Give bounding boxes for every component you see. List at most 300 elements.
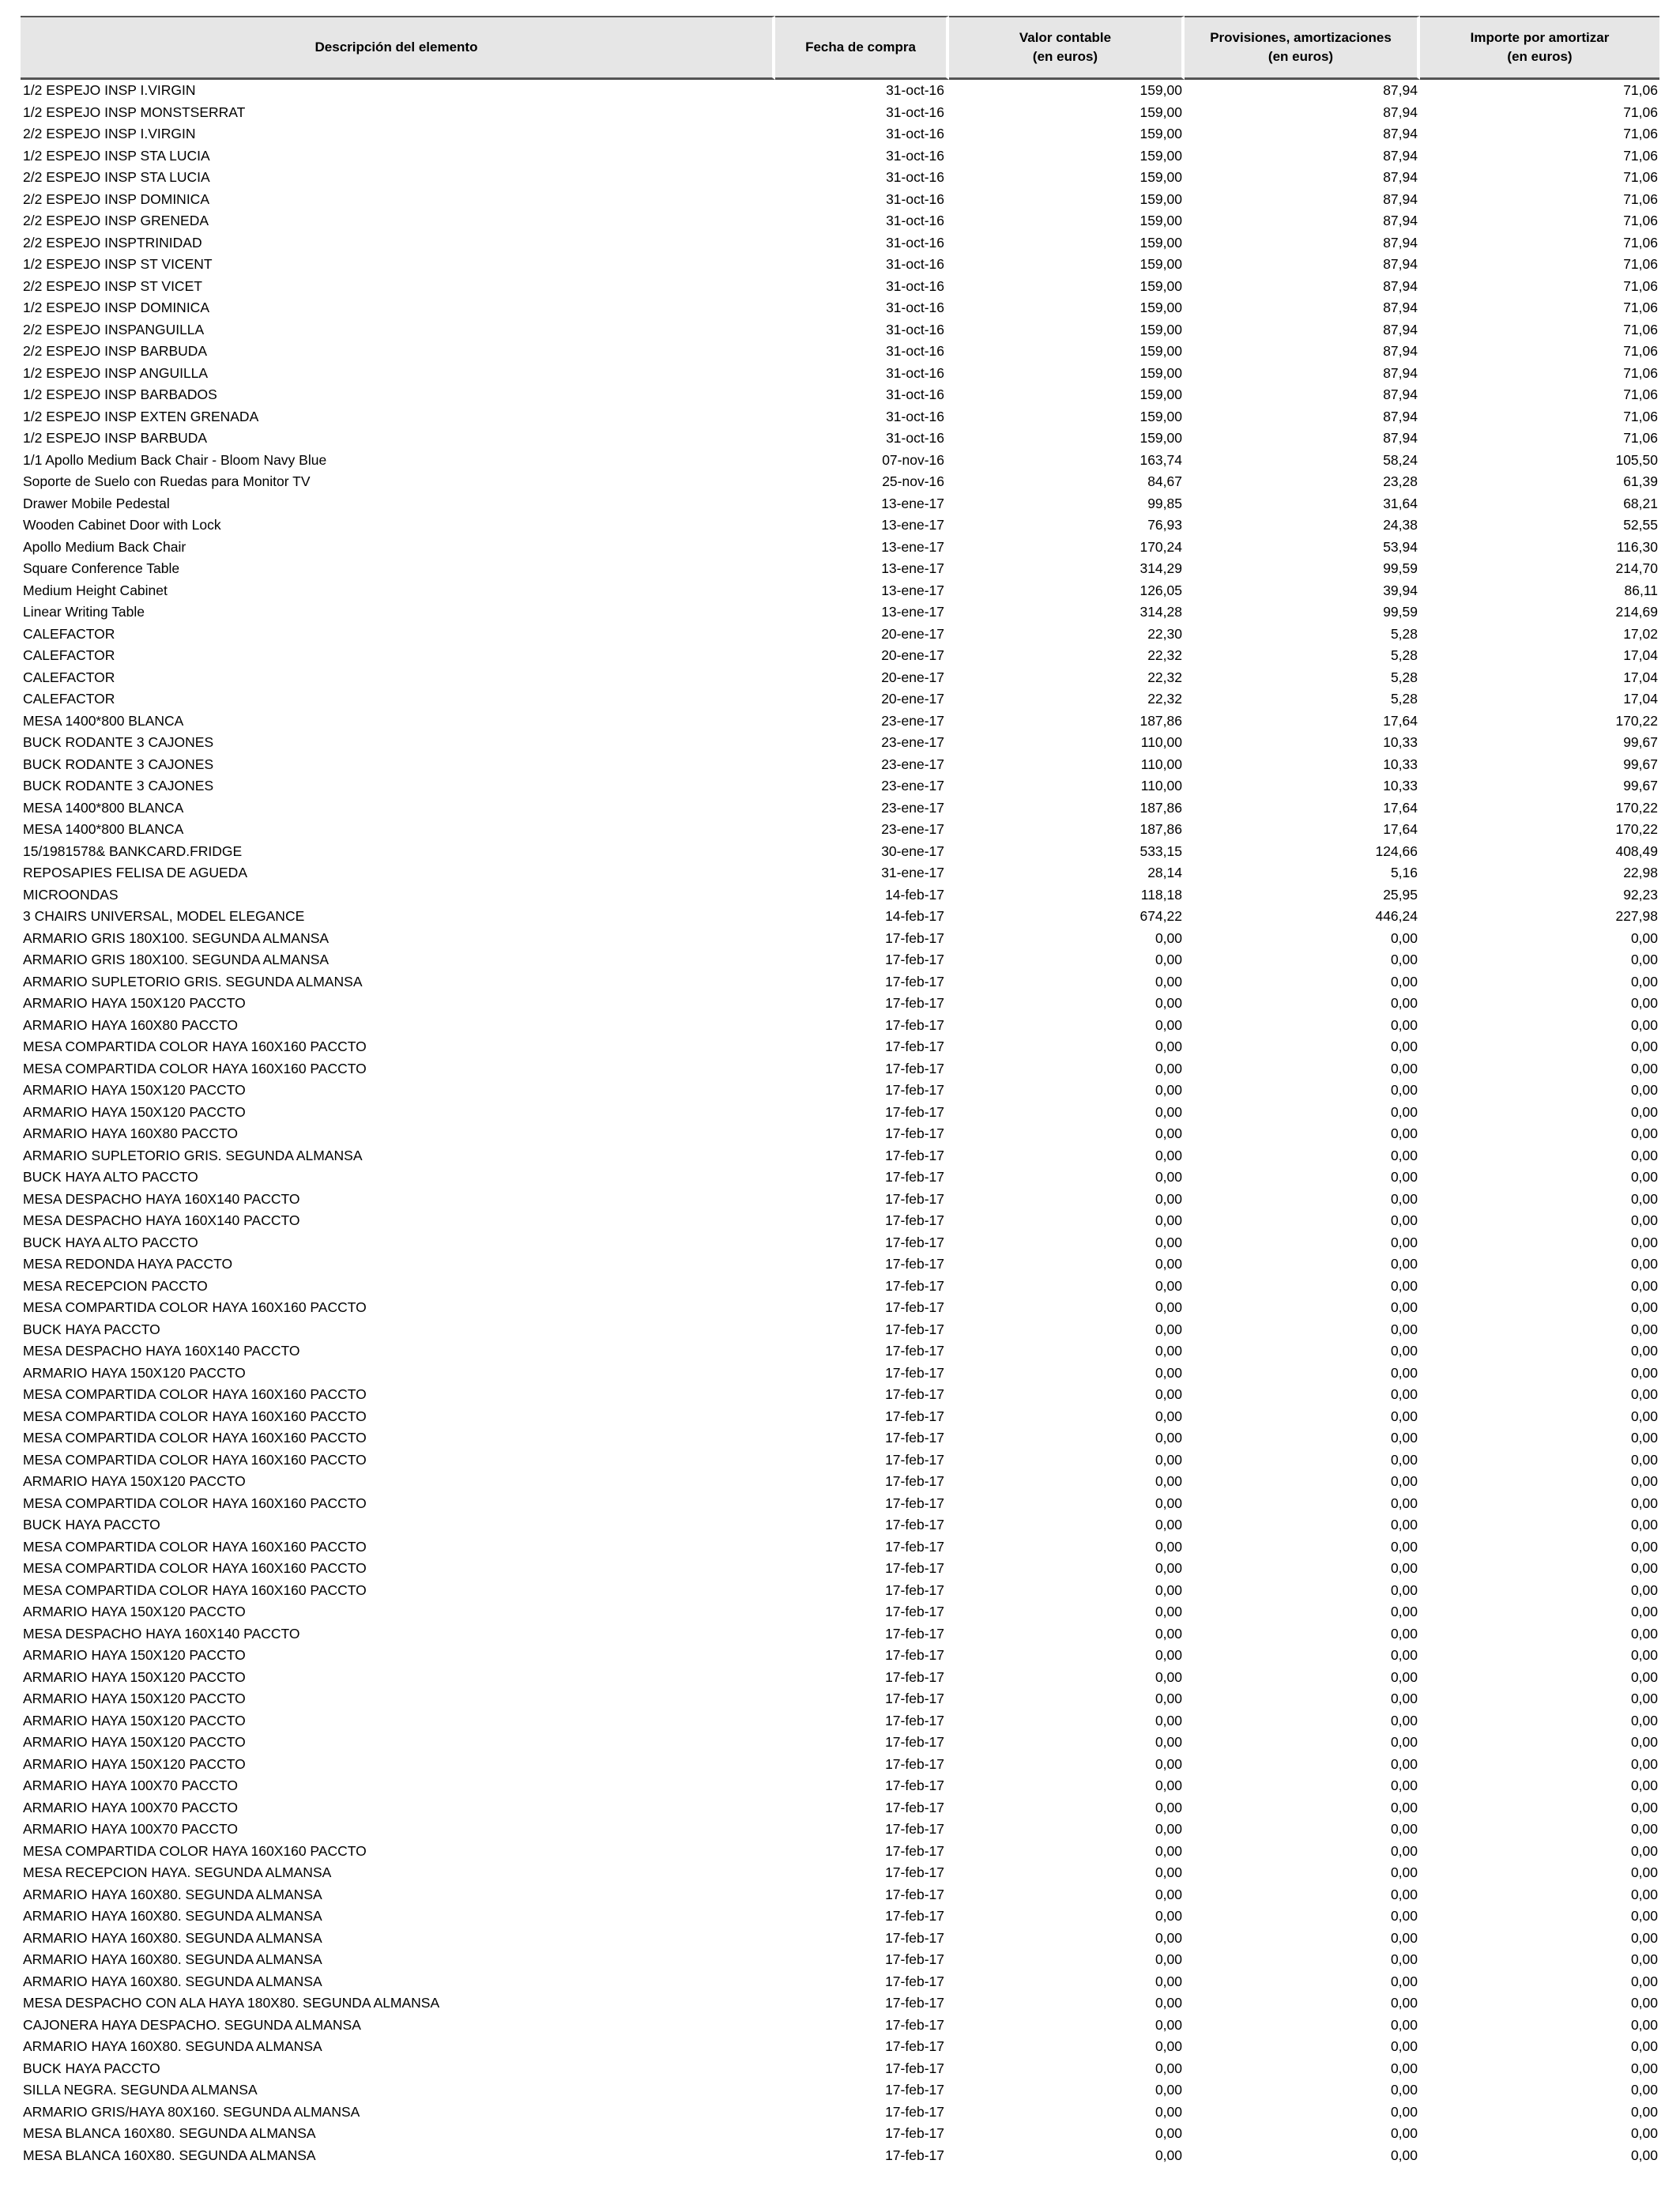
cell-book-value: 0,00 (1155, 1799, 1182, 1815)
cell-book-value: 0,00 (1155, 1995, 1182, 2011)
cell-pending-amount: 71,06 (1623, 169, 1658, 185)
cell-purchase-date: 20-ene-17 (881, 647, 944, 663)
cell-purchase-date: 17-feb-17 (885, 1103, 944, 1120)
cell-book-value: 22,32 (1147, 669, 1182, 685)
table-row (21, 537, 1659, 559)
cell-provisions: 0,00 (1390, 1581, 1418, 1598)
cell-description: ARMARIO HAYA 160X80. SEGUNDA ALMANSA (23, 1929, 322, 1946)
cell-pending-amount: 0,00 (1630, 2038, 1658, 2054)
cell-book-value: 674,22 (1139, 908, 1182, 924)
cell-description: ARMARIO HAYA 150X120 PACCTO (23, 1734, 246, 1750)
cell-book-value: 0,00 (1155, 1277, 1182, 1294)
cell-pending-amount: 170,22 (1615, 821, 1658, 837)
cell-description: CAJONERA HAYA DESPACHO. SEGUNDA ALMANSA (23, 2016, 361, 2033)
table-row (21, 297, 1659, 319)
cell-purchase-date: 17-feb-17 (885, 1604, 944, 1619)
cell-provisions: 0,00 (1390, 1430, 1418, 1446)
cell-provisions: 0,00 (1390, 1842, 1418, 1859)
cell-book-value: 84,67 (1147, 473, 1182, 489)
cell-description: 2/2 ESPEJO INSPTRINIDAD (23, 234, 202, 251)
cell-provisions: 0,00 (1390, 1321, 1418, 1337)
cell-description: ARMARIO SUPLETORIO GRIS. SEGUNDA ALMANSA (23, 973, 363, 990)
cell-purchase-date: 17-feb-17 (885, 1864, 944, 1880)
cell-description: MESA COMPARTIDA COLOR HAYA 160X160 PACCTO (23, 1386, 367, 1402)
table-row (21, 906, 1659, 928)
cell-purchase-date: 17-feb-17 (885, 1755, 944, 1772)
cell-purchase-date: 17-feb-17 (885, 1039, 944, 1054)
header-pending-amount-unit: (en euros) (1507, 49, 1573, 64)
cell-book-value: 0,00 (1155, 1495, 1182, 1511)
cell-description: BUCK HAYA PACCTO (23, 1517, 160, 1532)
cell-book-value: 0,00 (1155, 1147, 1182, 1163)
cell-book-value: 187,86 (1139, 821, 1182, 837)
cell-purchase-date: 17-feb-17 (885, 1908, 944, 1924)
table-row (21, 428, 1659, 450)
cell-book-value: 159,00 (1139, 213, 1182, 228)
cell-provisions: 0,00 (1390, 995, 1418, 1011)
cell-pending-amount: 0,00 (1630, 1647, 1658, 1663)
cell-provisions: 0,00 (1390, 1212, 1418, 1228)
cell-book-value: 22,30 (1147, 625, 1182, 642)
table-row (21, 1232, 1659, 1254)
cell-pending-amount: 0,00 (1630, 1190, 1658, 1207)
cell-description: ARMARIO HAYA 150X120 PACCTO (23, 1103, 246, 1120)
cell-purchase-date: 17-feb-17 (885, 1473, 944, 1489)
table-row (21, 210, 1659, 232)
cell-provisions: 5,28 (1390, 647, 1418, 663)
cell-book-value: 76,93 (1147, 517, 1182, 533)
cell-purchase-date: 31-oct-16 (886, 321, 944, 337)
cell-provisions: 0,00 (1390, 2103, 1418, 2120)
cell-description: 2/2 ESPEJO INSP BARBUDA (23, 343, 208, 359)
cell-pending-amount: 68,21 (1623, 495, 1658, 511)
cell-provisions: 0,00 (1390, 2147, 1418, 2163)
cell-pending-amount: 71,06 (1623, 234, 1658, 251)
cell-description: MESA BLANCA 160X80. SEGUNDA ALMANSA (23, 2147, 316, 2163)
cell-provisions: 87,94 (1383, 430, 1418, 446)
table-row (21, 1645, 1659, 1667)
cell-pending-amount: 22,98 (1623, 865, 1658, 880)
cell-purchase-date: 31-oct-16 (886, 169, 944, 185)
cell-purchase-date: 17-feb-17 (885, 1777, 944, 1793)
cell-description: 1/2 ESPEJO INSP BARBADOS (23, 386, 217, 402)
cell-provisions: 87,94 (1383, 234, 1418, 251)
cell-purchase-date: 31-oct-16 (886, 277, 944, 294)
cell-pending-amount: 71,06 (1623, 213, 1658, 228)
cell-pending-amount: 0,00 (1630, 1473, 1658, 1489)
cell-purchase-date: 17-feb-17 (885, 1343, 944, 1359)
cell-purchase-date: 17-feb-17 (885, 2038, 944, 2054)
cell-description: ARMARIO GRIS 180X100. SEGUNDA ALMANSA (23, 929, 330, 946)
cell-description: 1/2 ESPEJO INSP MONSTSERRAT (23, 104, 246, 120)
cell-book-value: 0,00 (1155, 1473, 1182, 1489)
cell-pending-amount: 116,30 (1616, 538, 1658, 555)
cell-description: MESA COMPARTIDA COLOR HAYA 160X160 PACCTO (23, 1451, 367, 1468)
cell-book-value: 126,05 (1139, 582, 1182, 598)
table-row (21, 1797, 1659, 1819)
cell-book-value: 159,00 (1139, 430, 1182, 446)
cell-provisions: 87,94 (1383, 343, 1418, 359)
cell-description: 1/2 ESPEJO INSP ANGUILLA (23, 364, 209, 381)
cell-pending-amount: 99,67 (1623, 778, 1658, 794)
cell-book-value: 163,74 (1139, 451, 1182, 468)
cell-purchase-date: 17-feb-17 (885, 1691, 944, 1706)
cell-provisions: 0,00 (1390, 1604, 1418, 1619)
table-row (21, 949, 1659, 971)
cell-purchase-date: 17-feb-17 (885, 1408, 944, 1424)
cell-provisions: 0,00 (1390, 1517, 1418, 1532)
table-row (21, 1514, 1659, 1536)
cell-pending-amount: 170,22 (1615, 799, 1658, 816)
table-row (21, 993, 1659, 1015)
cell-description: Linear Writing Table (23, 604, 145, 620)
cell-description: ARMARIO HAYA 160X80 PACCTO (23, 1125, 238, 1141)
cell-pending-amount: 0,00 (1630, 1277, 1658, 1294)
cell-book-value: 22,32 (1147, 691, 1182, 707)
table-row (21, 1036, 1659, 1058)
cell-book-value: 0,00 (1155, 2125, 1182, 2141)
cell-book-value: 0,00 (1155, 1256, 1182, 1272)
cell-purchase-date: 13-ene-17 (881, 517, 944, 533)
cell-description: CALEFACTOR (23, 647, 115, 663)
cell-book-value: 0,00 (1155, 1864, 1182, 1880)
table-row (21, 1775, 1659, 1797)
cell-book-value: 0,00 (1155, 1103, 1182, 1120)
cell-purchase-date: 14-feb-17 (885, 908, 944, 924)
cell-purchase-date: 17-feb-17 (885, 2103, 944, 2120)
cell-provisions: 0,00 (1390, 1495, 1418, 1511)
cell-book-value: 0,00 (1155, 1560, 1182, 1576)
cell-book-value: 0,00 (1155, 1821, 1182, 1837)
cell-book-value: 159,00 (1139, 408, 1182, 424)
cell-purchase-date: 23-ene-17 (881, 799, 944, 816)
header-provisions-unit: (en euros) (1268, 49, 1334, 64)
cell-provisions: 87,94 (1383, 126, 1418, 141)
cell-pending-amount: 0,00 (1630, 1125, 1658, 1141)
table-row (21, 1928, 1659, 1950)
cell-purchase-date: 07-nov-16 (882, 451, 944, 468)
table-row (21, 167, 1659, 189)
cell-description: ARMARIO HAYA 100X70 PACCTO (23, 1799, 238, 1815)
cell-description: MESA COMPARTIDA COLOR HAYA 160X160 PACCTO (23, 1495, 367, 1511)
cell-description: SILLA NEGRA. SEGUNDA ALMANSA (23, 2082, 258, 2098)
cell-pending-amount: 0,00 (1630, 1016, 1658, 1033)
cell-pending-amount: 92,23 (1623, 886, 1658, 903)
cell-purchase-date: 17-feb-17 (885, 1973, 944, 1989)
cell-purchase-date: 20-ene-17 (881, 691, 944, 707)
cell-description: MESA 1400*800 BLANCA (23, 821, 184, 837)
cell-provisions: 0,00 (1390, 973, 1418, 990)
cell-book-value: 0,00 (1155, 1712, 1182, 1728)
table-row (21, 1123, 1659, 1145)
cell-purchase-date: 23-ene-17 (881, 778, 944, 794)
cell-book-value: 0,00 (1155, 1364, 1182, 1381)
cell-purchase-date: 31-oct-16 (886, 126, 944, 141)
cell-provisions: 0,00 (1390, 1103, 1418, 1120)
cell-provisions: 0,00 (1390, 952, 1418, 967)
cell-book-value: 0,00 (1155, 2082, 1182, 2098)
cell-pending-amount: 105,50 (1615, 451, 1658, 468)
cell-description: 1/2 ESPEJO INSP STA LUCIA (23, 147, 210, 164)
cell-pending-amount: 0,00 (1630, 1908, 1658, 1924)
cell-description: 1/2 ESPEJO INSP I.VIRGIN (23, 82, 196, 98)
cell-provisions: 58,24 (1383, 451, 1418, 468)
cell-provisions: 87,94 (1383, 190, 1418, 207)
cell-provisions: 0,00 (1390, 1386, 1418, 1402)
cell-book-value: 0,00 (1155, 1517, 1182, 1532)
table-row (21, 580, 1659, 602)
cell-pending-amount: 71,06 (1623, 126, 1658, 141)
cell-purchase-date: 17-feb-17 (885, 1951, 944, 1967)
cell-pending-amount: 0,00 (1630, 1625, 1658, 1642)
cell-pending-amount: 0,00 (1630, 1256, 1658, 1272)
cell-provisions: 0,00 (1390, 1147, 1418, 1163)
cell-pending-amount: 0,00 (1630, 1886, 1658, 1902)
table-row (21, 1754, 1659, 1776)
cell-pending-amount: 0,00 (1630, 1755, 1658, 1772)
cell-book-value: 159,00 (1139, 169, 1182, 185)
cell-description: MESA DESPACHO CON ALA HAYA 180X80. SEGUNDA ALMANSA (23, 1995, 440, 2011)
asset-inventory-sheet (21, 16, 1659, 2166)
cell-pending-amount: 0,00 (1630, 1951, 1658, 1967)
table-row (21, 819, 1659, 841)
cell-book-value: 0,00 (1155, 929, 1182, 946)
cell-description: ARMARIO HAYA 150X120 PACCTO (23, 1473, 246, 1489)
cell-description: ARMARIO HAYA 100X70 PACCTO (23, 1777, 238, 1793)
cell-provisions: 0,00 (1390, 1734, 1418, 1750)
cell-provisions: 87,94 (1383, 169, 1418, 185)
table-row (21, 1058, 1659, 1080)
cell-provisions: 87,94 (1383, 256, 1418, 272)
cell-description: ARMARIO HAYA 160X80. SEGUNDA ALMANSA (23, 1908, 322, 1924)
cell-book-value: 0,00 (1155, 1647, 1182, 1663)
table-row (21, 515, 1659, 537)
header-book-value-label: Valor contable (1019, 30, 1112, 45)
cell-purchase-date: 17-feb-17 (885, 2147, 944, 2163)
cell-description: BUCK RODANTE 3 CAJONES (23, 778, 214, 794)
cell-provisions: 0,00 (1390, 2016, 1418, 2033)
cell-pending-amount: 61,39 (1623, 473, 1658, 489)
cell-purchase-date: 17-feb-17 (885, 1299, 944, 1315)
cell-description: 1/2 ESPEJO INSP BARBUDA (23, 430, 208, 446)
cell-purchase-date: 17-feb-17 (885, 1734, 944, 1750)
cell-provisions: 0,00 (1390, 1364, 1418, 1381)
cell-book-value: 0,00 (1155, 2060, 1182, 2076)
cell-provisions: 87,94 (1383, 321, 1418, 337)
cell-provisions: 0,00 (1390, 2060, 1418, 2076)
cell-pending-amount: 86,11 (1624, 582, 1658, 598)
cell-pending-amount: 0,00 (1630, 2103, 1658, 2120)
cell-purchase-date: 17-feb-17 (885, 952, 944, 967)
cell-book-value: 0,00 (1155, 1604, 1182, 1619)
cell-book-value: 28,14 (1147, 865, 1182, 880)
table-row (21, 493, 1659, 515)
cell-book-value: 159,00 (1139, 147, 1182, 164)
cell-pending-amount: 99,67 (1623, 756, 1658, 772)
cell-pending-amount: 71,06 (1623, 300, 1658, 315)
cell-provisions: 10,33 (1383, 756, 1418, 772)
cell-provisions: 99,59 (1383, 560, 1418, 576)
cell-provisions: 0,00 (1390, 1755, 1418, 1772)
table-row (21, 775, 1659, 797)
cell-description: ARMARIO SUPLETORIO GRIS. SEGUNDA ALMANSA (23, 1147, 363, 1163)
cell-provisions: 0,00 (1390, 1343, 1418, 1359)
table-row (21, 2145, 1659, 2167)
cell-provisions: 0,00 (1390, 1647, 1418, 1663)
cell-description: 2/2 ESPEJO INSP GRENEDA (23, 213, 209, 228)
table-row (21, 1363, 1659, 1385)
cell-provisions: 25,95 (1383, 886, 1418, 903)
table-row (21, 2123, 1659, 2145)
cell-description: MESA REDONDA HAYA PACCTO (23, 1256, 233, 1272)
cell-description: ARMARIO HAYA 150X120 PACCTO (23, 1364, 246, 1381)
cell-pending-amount: 0,00 (1630, 1842, 1658, 1859)
cell-pending-amount: 170,22 (1615, 712, 1658, 729)
cell-purchase-date: 17-feb-17 (885, 1668, 944, 1685)
cell-description: Drawer Mobile Pedestal (23, 495, 170, 511)
cell-description: MESA BLANCA 160X80. SEGUNDA ALMANSA (23, 2125, 316, 2141)
cell-provisions: 0,00 (1390, 1234, 1418, 1250)
cell-provisions: 124,66 (1375, 843, 1418, 859)
table-row (21, 2036, 1659, 2058)
cell-book-value: 159,00 (1139, 82, 1182, 98)
cell-provisions: 0,00 (1390, 2038, 1418, 2054)
cell-provisions: 23,28 (1383, 473, 1418, 489)
cell-book-value: 533,15 (1139, 843, 1182, 859)
cell-pending-amount: 0,00 (1630, 929, 1658, 946)
table-row (21, 884, 1659, 907)
table-row (21, 558, 1659, 580)
cell-pending-amount: 0,00 (1630, 1103, 1658, 1120)
cell-purchase-date: 17-feb-17 (885, 929, 944, 946)
cell-purchase-date: 13-ene-17 (881, 538, 944, 555)
cell-provisions: 39,94 (1383, 582, 1418, 598)
cell-purchase-date: 17-feb-17 (885, 1125, 944, 1141)
cell-provisions: 0,00 (1390, 1973, 1418, 1989)
cell-purchase-date: 17-feb-17 (885, 1842, 944, 1859)
cell-book-value: 159,00 (1139, 277, 1182, 294)
cell-description: MESA 1400*800 BLANCA (23, 712, 184, 729)
cell-purchase-date: 17-feb-17 (885, 1082, 944, 1098)
cell-provisions: 87,94 (1383, 277, 1418, 294)
cell-book-value: 0,00 (1155, 1668, 1182, 1685)
cell-description: MESA RECEPCION PACCTO (23, 1277, 208, 1294)
cell-description: 1/2 ESPEJO INSP EXTEN GRENADA (23, 408, 259, 424)
table-row (21, 384, 1659, 406)
cell-purchase-date: 17-feb-17 (885, 1538, 944, 1555)
cell-purchase-date: 17-feb-17 (885, 1495, 944, 1511)
cell-purchase-date: 31-oct-16 (886, 408, 944, 424)
cell-provisions: 0,00 (1390, 1691, 1418, 1706)
cell-book-value: 0,00 (1155, 1343, 1182, 1359)
cell-book-value: 159,00 (1139, 234, 1182, 251)
cell-book-value: 159,00 (1139, 386, 1182, 402)
table-row (21, 1297, 1659, 1319)
asset-table (21, 16, 1659, 2166)
cell-book-value: 0,00 (1155, 995, 1182, 1011)
cell-purchase-date: 17-feb-17 (885, 995, 944, 1011)
cell-book-value: 0,00 (1155, 1538, 1182, 1555)
table-row (21, 319, 1659, 341)
cell-book-value: 0,00 (1155, 973, 1182, 990)
cell-book-value: 159,00 (1139, 190, 1182, 207)
cell-description: 1/1 Apollo Medium Back Chair - Bloom Navy Blue (23, 451, 327, 468)
cell-purchase-date: 17-feb-17 (885, 1929, 944, 1946)
cell-provisions: 53,94 (1383, 538, 1418, 555)
cell-pending-amount: 71,06 (1623, 343, 1658, 359)
table-row (21, 276, 1659, 298)
cell-description: CALEFACTOR (23, 625, 115, 642)
cell-pending-amount: 408,49 (1615, 843, 1658, 859)
table-row (21, 1189, 1659, 1211)
cell-description: 2/2 ESPEJO INSP STA LUCIA (23, 169, 210, 185)
table-row (21, 1710, 1659, 1732)
header-purchase-date (775, 16, 949, 80)
cell-book-value: 110,00 (1140, 756, 1182, 772)
table-row (21, 123, 1659, 145)
cell-description: ARMARIO HAYA 150X120 PACCTO (23, 1668, 246, 1685)
cell-provisions: 0,00 (1390, 1016, 1418, 1033)
cell-pending-amount: 0,00 (1630, 1538, 1658, 1555)
table-row (21, 363, 1659, 385)
cell-purchase-date: 17-feb-17 (885, 1386, 944, 1402)
cell-pending-amount: 0,00 (1630, 1082, 1658, 1098)
table-row (21, 2058, 1659, 2080)
table-row (21, 1080, 1659, 1102)
cell-description: CALEFACTOR (23, 691, 115, 707)
cell-book-value: 0,00 (1155, 1299, 1182, 1315)
table-row (21, 667, 1659, 689)
cell-pending-amount: 0,00 (1630, 1581, 1658, 1598)
cell-purchase-date: 17-feb-17 (885, 973, 944, 990)
cell-description: MESA DESPACHO HAYA 160X140 PACCTO (23, 1190, 300, 1207)
cell-purchase-date: 13-ene-17 (881, 582, 944, 598)
table-row (21, 1862, 1659, 1884)
header-book-value-unit: (en euros) (1032, 49, 1098, 64)
cell-description: MESA COMPARTIDA COLOR HAYA 160X160 PACCTO (23, 1299, 367, 1315)
table-row (21, 754, 1659, 776)
cell-pending-amount: 71,06 (1623, 386, 1658, 402)
table-row (21, 1667, 1659, 1689)
cell-provisions: 10,33 (1383, 778, 1418, 794)
table-row (21, 1841, 1659, 1863)
cell-purchase-date: 17-feb-17 (885, 1712, 944, 1728)
cell-provisions: 87,94 (1383, 213, 1418, 228)
cell-pending-amount: 17,04 (1623, 647, 1658, 663)
cell-description: MESA DESPACHO HAYA 160X140 PACCTO (23, 1212, 300, 1228)
cell-book-value: 0,00 (1155, 1451, 1182, 1468)
table-row (21, 2015, 1659, 2037)
cell-description: BUCK RODANTE 3 CAJONES (23, 734, 214, 750)
cell-pending-amount: 0,00 (1630, 1386, 1658, 1402)
table-row (21, 1493, 1659, 1515)
cell-pending-amount: 0,00 (1630, 1604, 1658, 1619)
cell-pending-amount: 0,00 (1630, 1517, 1658, 1532)
cell-purchase-date: 17-feb-17 (885, 1234, 944, 1250)
cell-provisions: 0,00 (1390, 1190, 1418, 1207)
table-row (21, 645, 1659, 667)
table-row (21, 1688, 1659, 1710)
cell-provisions: 0,00 (1390, 1451, 1418, 1468)
cell-provisions: 0,00 (1390, 1299, 1418, 1315)
cell-provisions: 0,00 (1390, 1908, 1418, 1924)
cell-pending-amount: 0,00 (1630, 1451, 1658, 1468)
cell-description: Square Conference Table (23, 560, 180, 576)
cell-description: BUCK RODANTE 3 CAJONES (23, 756, 214, 772)
cell-provisions: 446,24 (1375, 908, 1418, 924)
table-row (21, 1580, 1659, 1602)
cell-book-value: 0,00 (1155, 1408, 1182, 1424)
